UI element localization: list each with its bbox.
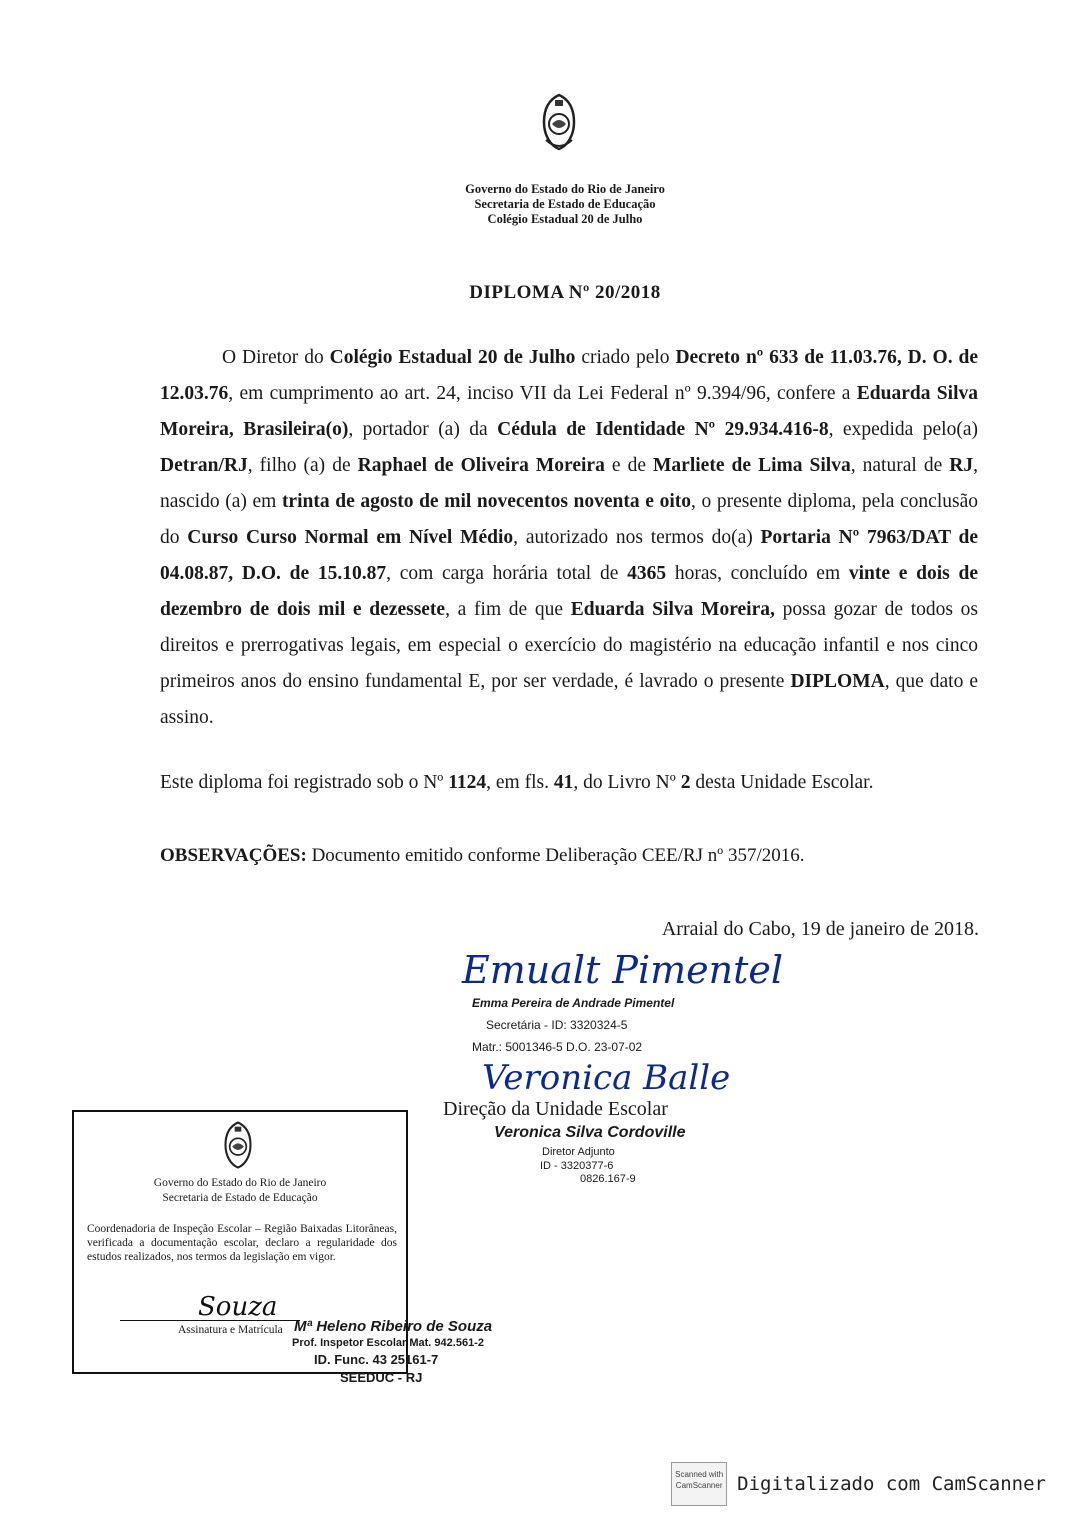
footer-text: Digitalizado com CamScanner — [737, 1473, 1046, 1495]
observations-label: OBSERVAÇÕES: — [160, 845, 307, 866]
coat-of-arms-icon — [538, 92, 580, 152]
diploma-title: DIPLOMA Nº 20/2018 — [469, 282, 661, 303]
director-role: Diretor Adjunto — [542, 1146, 615, 1158]
director-signature: Veronica Balle — [482, 1058, 731, 1098]
camscanner-footer — [671, 1462, 1046, 1506]
place-date: Arraial do Cabo, 19 de janeiro de 2018. — [661, 918, 979, 940]
secretary-name: Emma Pereira de Andrade Pimentel — [472, 996, 675, 1010]
inspector-signature: Souza — [198, 1292, 278, 1322]
secretary-signature: Emualt Pimentel — [462, 948, 784, 992]
observations — [160, 845, 804, 867]
header-government: Governo do Estado do Rio de Janeiro — [465, 182, 665, 196]
box-secretariat: Secretaria de Estado de Educação — [162, 1192, 318, 1204]
director-label: Direção da Unidade Escolar — [443, 1098, 668, 1120]
inspector-org: SEEDUC - RJ — [340, 1370, 423, 1385]
secretary-role: Secretária - ID: 3320324-5 — [486, 1018, 628, 1032]
diploma-body: O Diretor do Colégio Estadual 20 de Julho criado pelo Decreto nº 633 de 11.03.76, D. O. de 12.03.76, em cumprimento ao art. 24, inciso VII da Lei Federal nº 9.394/96, confere a Eduarda Silva Moreira, Brasileira(o), portador (a) da Cédula de Identidade Nº 29.934.416-8, expedida pelo(a) Detran/RJ, filho (a) de Raphael de Oliveira Moreira e de Marliete de Lima Silva, natural de RJ, nascido (a) em trinta de agosto de mil novecentos noventa e oito, o presente diploma, pela conclusão do Curso Curso Normal em Nível Médio, autorizado nos termos do(a) Portaria Nº 7963/DAT de 04.08.87, D.O. de 15.10.87, com carga horária total de 4365 horas, concluído em vinte e dois de dezembro de dois mil e dezessete, a fim de que Eduarda Silva Moreira, possa gozar de todos os direitos e prerrogativas legais, em especial o exercício do magistério na educação infantil e nos cinco primeiros anos do ensino fundamental E, por ser verdade, é lavrado o presente DIPLOMA, que dato e assino. — [160, 347, 979, 728]
box-declaration: Coordenadoria de Inspeção Escolar – Região Baixadas Litorâneas, verificada a documentação escolar, declaro a regularidade dos estudos realizados, nos termos da legislação em vigor. — [87, 1223, 397, 1263]
issuer-header — [0, 182, 1080, 227]
observations-text: Documento emitido conforme Deliberação CEE/RJ nº 357/2016. — [306, 845, 805, 866]
registration-line: Este diploma foi registrado sob o Nº 1124, em fls. 41, do Livro Nº 2 desta Unidade Escolar. — [160, 772, 874, 793]
secretary-registration: Matr.: 5001346-5 D.O. 23-07-02 — [472, 1040, 643, 1054]
header-school: Colégio Estadual 20 de Julho — [487, 212, 643, 226]
inspector-role: Prof. Inspetor Escolar Mat. 942.561-2 — [292, 1337, 484, 1349]
inspector-id: ID. Func. 43 25161-7 — [314, 1352, 439, 1367]
director-id: ID - 3320377-6 — [540, 1160, 614, 1172]
header-secretariat: Secretaria de Estado de Educação — [474, 197, 656, 211]
signature-label: Assinatura e Matrícula — [178, 1324, 283, 1336]
director-name: Veronica Silva Cordoville — [494, 1124, 686, 1141]
director-registration: 0826.167-9 — [580, 1173, 636, 1185]
inspector-name: Mª Heleno Ribeiro de Souza — [294, 1318, 493, 1335]
coat-of-arms-icon — [220, 1120, 256, 1170]
signature-line — [120, 1320, 300, 1321]
box-government: Governo do Estado do Rio de Janeiro — [153, 1177, 327, 1189]
camscanner-badge: Scanned with CamScanner — [671, 1462, 727, 1506]
